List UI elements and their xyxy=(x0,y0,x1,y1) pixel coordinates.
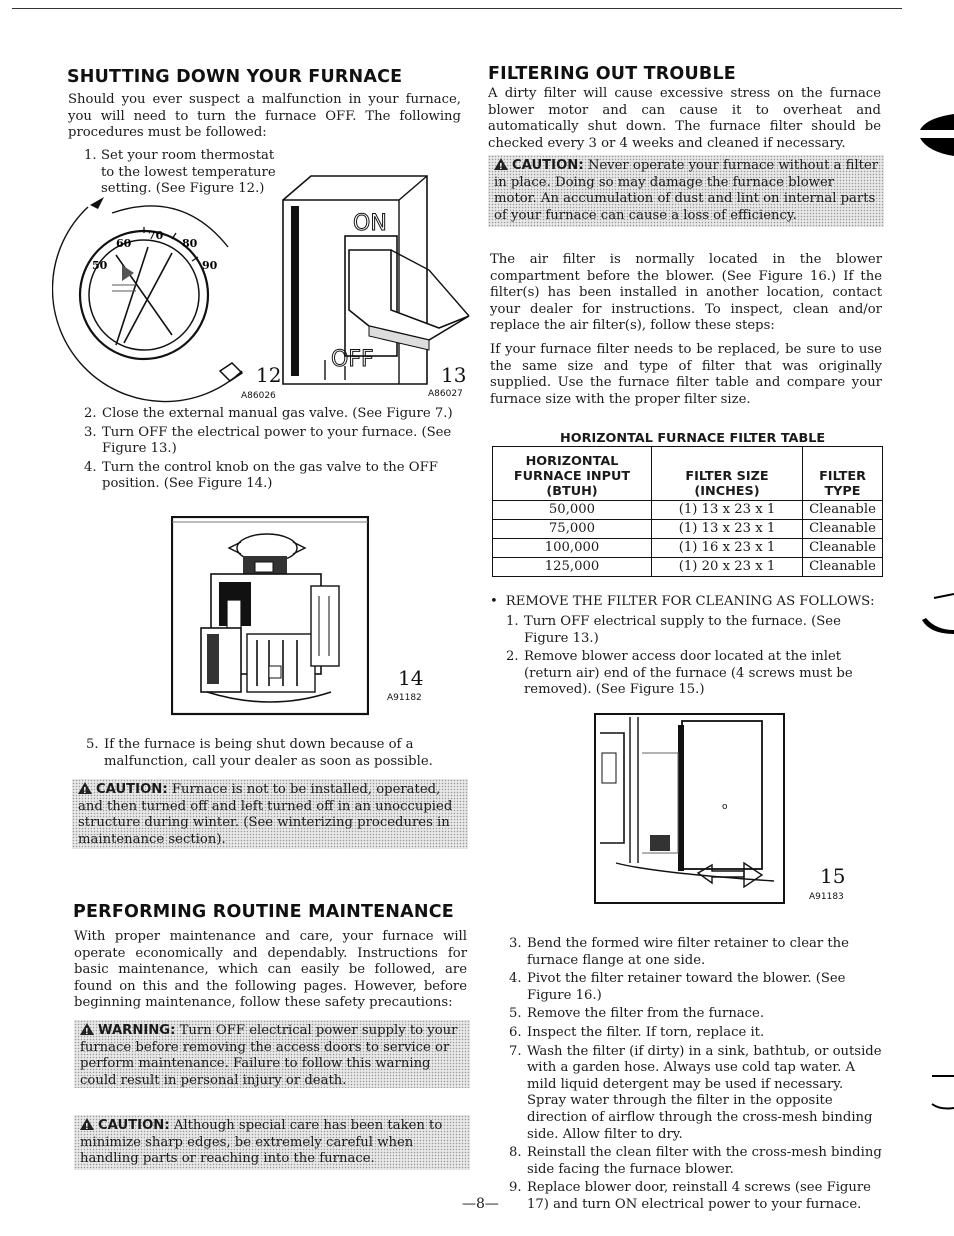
page-number: —8— xyxy=(462,1196,499,1212)
figure-12-thermostat xyxy=(52,195,284,405)
shutdown-heading: SHUTTING DOWN YOUR FURNACE xyxy=(67,67,403,87)
edge-tab-mark xyxy=(918,590,954,636)
maintenance-caution: !CAUTION: Although special care has been taken to minimize sharp edges, be extremely careful when handling parts or reaching into the furnace. xyxy=(74,1115,470,1170)
filter-table xyxy=(492,446,883,577)
switch-on-label: ON xyxy=(353,211,387,236)
list-item: 4. Pivot the filter retainer toward the blower. (See Figure 16.) xyxy=(509,971,846,1003)
maintenance-warning: !WARNING: Turn OFF electrical power supply to your furnace before removing the access doors to service or perform maintenance. Failure to follow this warning could result in personal injury or death. xyxy=(74,1020,470,1088)
dial-label-80: 80 xyxy=(182,237,198,250)
table-row: 100,000 (1) 16 x 23 x 1 Cleanable xyxy=(493,539,883,558)
list-item: 2. Remove blower access door located at the inlet (return air) end of the furnace (4 screws must be removed). (See Figure 15.) xyxy=(506,649,853,698)
filtering-location-para: The air filter is normally located in the blower compartment before the blower. (See Figure 16.) If the filter(s) has been installed in another location, contact your dealer for instructions. To inspect, clean and/or replace the air filter(s), follow these steps: xyxy=(490,252,882,334)
maintenance-intro: With proper maintenance and care, your furnace will operate economically and dependably. Instructions for basic maintenance, which can easily be followed, are found on this and the following pages. However, before beginning maintenance, follow these safety precautions: xyxy=(74,929,467,1011)
svg-text:o: o xyxy=(722,802,728,812)
caution-icon xyxy=(80,1118,94,1130)
switch-off-label: OFF xyxy=(331,347,374,372)
header-filter-size: FILTER SIZE (INCHES) xyxy=(652,447,803,501)
figure-15-number: 15 xyxy=(820,864,846,888)
filter-steps-3-9 xyxy=(509,936,886,1216)
caution-icon xyxy=(494,158,508,170)
filtering-caution: !CAUTION: Never operate your furnace without a filter in place. Doing so may damage the furnace blower motor. An accumulation of dust and lint on internal parts of your furnace can cause a loss of efficiency. xyxy=(488,155,884,227)
list-item: 4. Turn the control knob on the gas valve to the OFF position. (See Figure 14.) xyxy=(84,459,438,492)
table-row: 125,000 (1) 20 x 23 x 1 Cleanable xyxy=(493,558,883,577)
maintenance-heading: PERFORMING ROUTINE MAINTENANCE xyxy=(73,902,454,922)
figure-14-number: 14 xyxy=(398,666,424,690)
header-furnace-input: HORIZONTAL FURNACE INPUT (BTUH) xyxy=(493,447,652,501)
bullet-dot: • xyxy=(490,594,498,609)
figure-14-gas-valve xyxy=(171,516,369,716)
warning-icon xyxy=(80,1023,94,1035)
edge-tab-mark xyxy=(914,114,954,156)
list-item: 5. Remove the filter from the furnace. xyxy=(509,1006,765,1022)
shutdown-steps-2-4 xyxy=(84,406,464,495)
dial-label-50: 50 xyxy=(92,259,108,272)
figure-15-code: A91183 xyxy=(809,892,844,902)
list-item: 9. Replace blower door, reinstall 4 screws (see Figure 17) and turn ON electrical power to your furnace. xyxy=(509,1180,871,1212)
table-row: 75,000 (1) 13 x 23 x 1 Cleanable xyxy=(493,520,883,539)
list-item: 7. Wash the filter (if dirty) in a sink, bathtub, or outside with a garden hose. Always use cold tap water. A mild liquid detergent may be used if necessary. Spray water through the filter in the opposite direction of airflow through the cross-mesh binding side. Allow filter to dry. xyxy=(509,1043,882,1142)
figure-12-code: A86026 xyxy=(241,391,276,401)
top-rule xyxy=(12,8,902,9)
shutdown-intro: Should you ever suspect a malfunction in your furnace, you will need to turn the furnace OFF. The following procedures must be followed: xyxy=(68,92,461,141)
shutdown-step-1: 1. Set your room thermostat to the lowest temperature setting. (See Figure 12.) xyxy=(84,148,276,197)
caution-icon xyxy=(78,782,92,794)
figure-12-number: 12 xyxy=(256,363,282,387)
filter-steps-1-2 xyxy=(506,614,884,701)
remove-filter-bullet: • REMOVE THE FILTER FOR CLEANING AS FOLLOWS: xyxy=(490,594,875,609)
table-header-row xyxy=(493,447,883,501)
header-filter-type: FILTER TYPE xyxy=(803,447,883,501)
list-item: 3. Bend the formed wire filter retainer to clear the furnace flange at one side. xyxy=(509,936,849,968)
dial-label-60: 60 xyxy=(116,237,132,250)
list-item: 3. Turn OFF the electrical power to your furnace. (See Figure 13.) xyxy=(84,424,452,457)
figure-15-blower-door xyxy=(594,713,786,905)
dial-label-90: 90 xyxy=(202,259,218,272)
filtering-intro: A dirty filter will cause excessive stress on the furnace blower motor and can cause it to overheat and automatically shut down. The furnace filter should be checked every 3 or 4 weeks and cleaned if necessary. xyxy=(488,86,881,151)
figure-14-code: A91182 xyxy=(387,693,422,703)
filter-table-title: HORIZONTAL FURNACE FILTER TABLE xyxy=(560,431,826,446)
filtering-replace-para: If your furnace filter needs to be replaced, be sure to use the same size and type of filter that was originally supplied. Use the furnace filter table and compare your furnace size with the proper filter size. xyxy=(490,342,882,407)
shutdown-caution: !CAUTION: Furnace is not to be installed, operated, and then turned off and left turned off in an unoccupied structure during winter. (See winterizing procedures in maintenance section). xyxy=(72,779,468,849)
figure-13-number: 13 xyxy=(441,363,467,387)
list-item: 8. Reinstall the clean filter with the cross-mesh binding side facing the furnace blower. xyxy=(509,1145,882,1177)
list-item: 2. Close the external manual gas valve. (See Figure 7.) xyxy=(84,406,453,421)
figure-13-code: A86027 xyxy=(428,389,463,399)
list-item: 6. Inspect the filter. If torn, replace it. xyxy=(509,1024,765,1040)
edge-tab-mark xyxy=(924,1066,954,1110)
list-item: 1. Turn OFF electrical supply to the furnace. (See Figure 13.) xyxy=(506,614,841,646)
shutdown-step-5: 5. If the furnace is being shut down because of a malfunction, call your dealer as soon as possible. xyxy=(86,737,433,769)
table-row: 50,000 (1) 13 x 23 x 1 Cleanable xyxy=(493,501,883,520)
dial-label-70: 70 xyxy=(148,229,164,242)
filtering-heading: FILTERING OUT TROUBLE xyxy=(488,64,736,84)
